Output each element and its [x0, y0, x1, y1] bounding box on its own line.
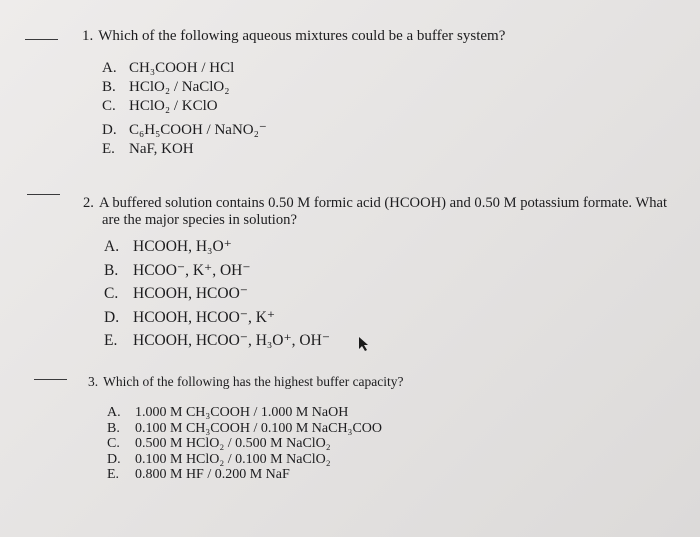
question-2-prompt-line1: A buffered solution contains 0.50 M formic acid (HCOOH) and 0.50 M potassium formate. What: [98, 195, 668, 211]
choice-text: 0.500 M HClO₂ / 0.500 M NaClO₂: [135, 436, 331, 451]
choice-q1-c[interactable]: [102, 97, 267, 116]
choice-text: C₆H₅COOH / NaNO₂⁻: [129, 122, 267, 138]
choice-text: HCOO⁻, K⁺, OH⁻: [133, 261, 251, 279]
choice-text: 0.100 M CH₃COOH / 0.100 M NaCH₃COO: [135, 420, 382, 436]
choice-text: NaF, KOH: [129, 141, 194, 157]
answer-blank-q1[interactable]: [25, 39, 58, 40]
choice-q2-b[interactable]: [104, 259, 330, 283]
choice-letter: C.: [107, 436, 120, 451]
choice-letter: A.: [104, 238, 120, 255]
choice-letter: A.: [107, 405, 121, 420]
choice-text: HCOOH, HCOO⁻: [133, 285, 248, 302]
choice-text: 0.800 M HF / 0.200 M NaF: [135, 467, 290, 482]
choice-q1-e[interactable]: [102, 140, 267, 159]
choice-q3-c[interactable]: [107, 436, 382, 452]
question-2-text: [83, 195, 683, 229]
question-3-choices: [107, 405, 382, 483]
choice-letter: C.: [102, 98, 116, 114]
choice-letter: D.: [102, 122, 117, 138]
choice-letter: C.: [104, 285, 119, 302]
choice-q3-b[interactable]: [107, 421, 382, 437]
choice-q1-b[interactable]: [102, 78, 267, 97]
question-1-prompt: Which of the following aqueous mixtures could be a buffer system?: [98, 28, 506, 44]
question-2-number: 2.: [83, 195, 94, 211]
choice-text: 1.000 M CH₃COOH / 1.000 M NaOH: [135, 405, 349, 420]
choice-letter: B.: [102, 79, 116, 95]
question-1-text: [82, 27, 505, 45]
choice-letter: D.: [104, 308, 120, 326]
choice-q3-a[interactable]: [107, 405, 382, 421]
question-1-choices: [102, 59, 267, 159]
question-3-text: [88, 374, 404, 390]
question-1-number: 1.: [82, 28, 94, 44]
mouse-pointer-icon: [357, 336, 371, 352]
choice-letter: D.: [107, 451, 121, 467]
answer-blank-q2[interactable]: [27, 194, 60, 195]
choice-letter: E.: [104, 332, 118, 349]
choice-q1-d[interactable]: [102, 121, 267, 140]
question-2-prompt-line2: are the major species in solution?: [102, 212, 297, 228]
choice-q2-d[interactable]: [104, 306, 330, 330]
question-2-choices: [104, 235, 330, 353]
choice-text: HCOOH, HCOO⁻, K⁺: [133, 308, 276, 326]
choice-text: HClO₂ / NaClO₂: [129, 79, 230, 95]
answer-blank-q3[interactable]: [34, 379, 67, 380]
choice-letter: B.: [107, 420, 120, 436]
choice-q3-e[interactable]: [107, 467, 382, 483]
choice-letter: E.: [102, 141, 115, 157]
choice-letter: A.: [102, 60, 117, 76]
choice-q1-a[interactable]: [102, 59, 267, 78]
choice-q2-e[interactable]: [104, 329, 330, 353]
question-3-prompt: Which of the following has the highest buffer capacity?: [103, 374, 404, 389]
choice-text: HCOOH, HCOO⁻, H₃O⁺, OH⁻: [133, 332, 331, 349]
choice-text: HCOOH, H₃O⁺: [133, 238, 232, 255]
choice-letter: B.: [104, 261, 119, 279]
choice-q2-c[interactable]: [104, 282, 330, 306]
choice-text: 0.100 M HClO₂ / 0.100 M NaClO₂: [135, 451, 331, 467]
choice-q3-d[interactable]: [107, 452, 382, 468]
choice-letter: E.: [107, 467, 120, 482]
question-3-number: 3.: [88, 374, 99, 389]
choice-text: HClO₂ / KClO: [129, 98, 218, 114]
choice-q2-a[interactable]: [104, 235, 330, 259]
choice-text: CH₃COOH / HCl: [129, 60, 235, 76]
